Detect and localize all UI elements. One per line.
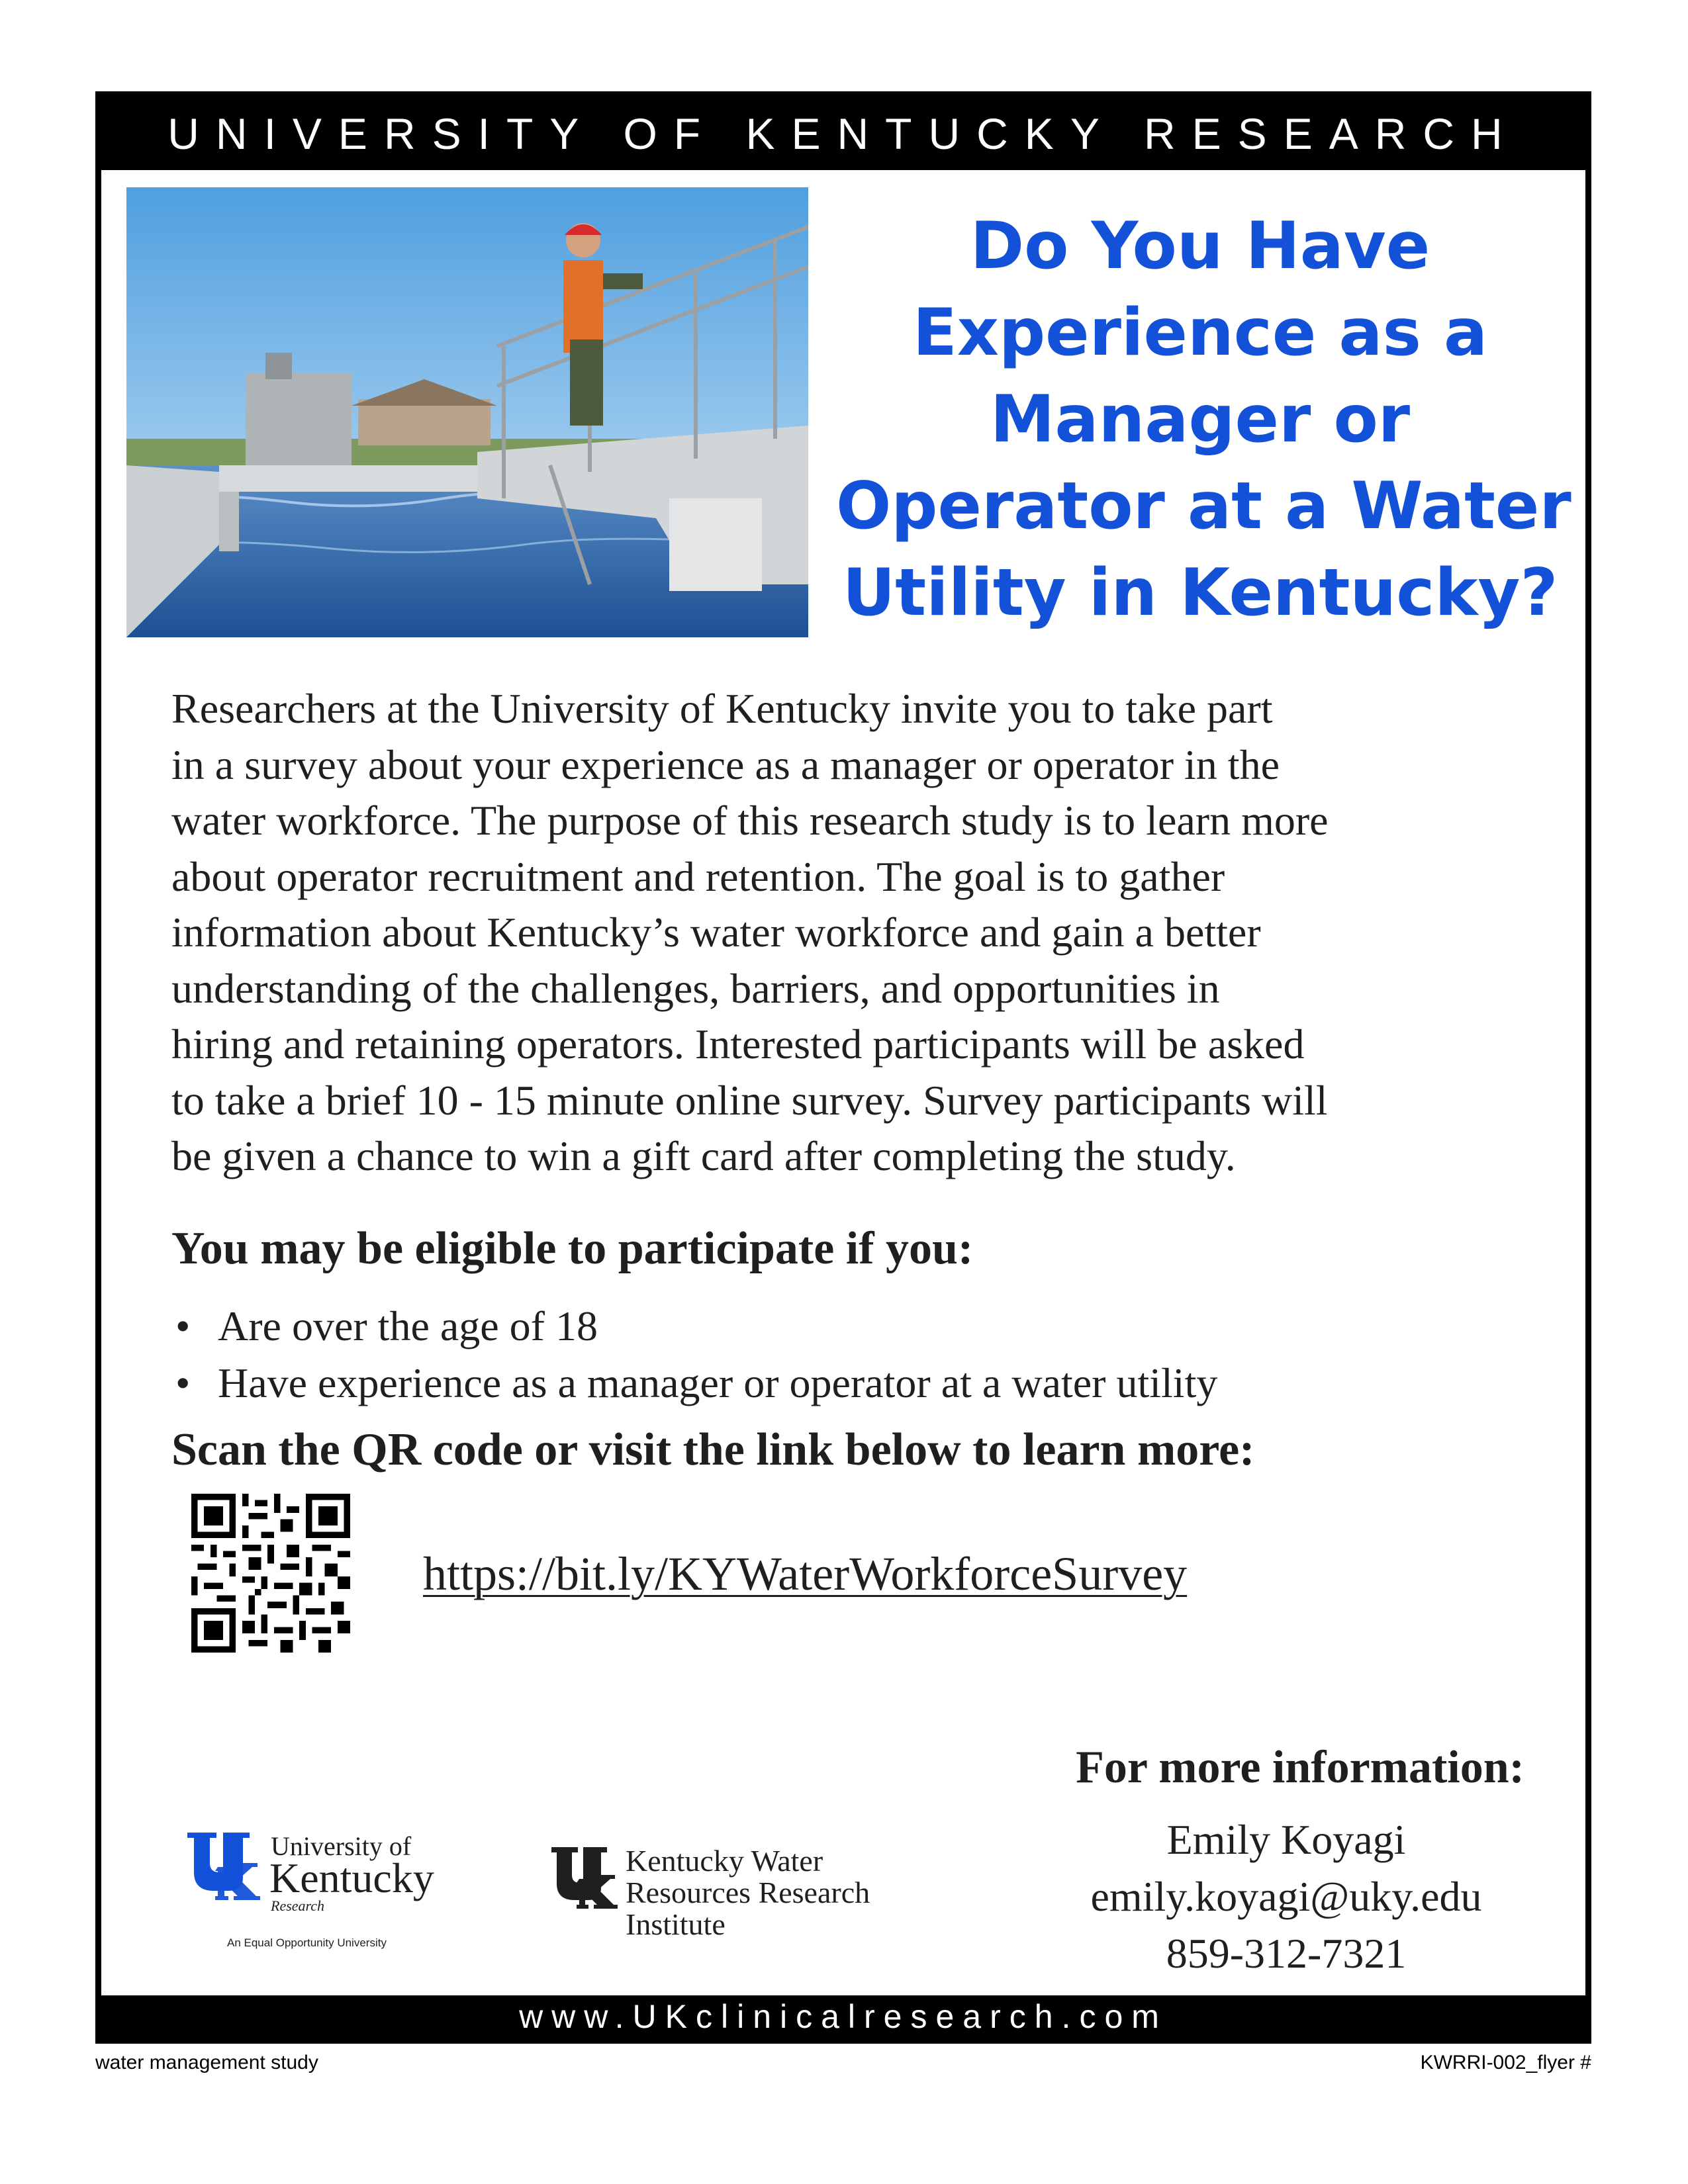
bullet-icon: • bbox=[175, 1359, 191, 1406]
footer-study-label: water management study bbox=[95, 2052, 318, 2073]
headline bbox=[836, 203, 1571, 637]
uk-logo-line2: Kentucky bbox=[269, 1854, 434, 1901]
water-treatment-photo bbox=[126, 187, 808, 637]
body-line: about operator recruitment and retention. The goal is to gather bbox=[171, 852, 1225, 900]
header-bar: UNIVERSITY OF KENTUCKY RESEARCH bbox=[101, 97, 1585, 170]
body-line: understanding of the challenges, barriers, and opportunities in bbox=[171, 964, 1220, 1012]
water-treatment-worker-photo bbox=[126, 187, 808, 637]
qr-code-icon[interactable] bbox=[191, 1494, 350, 1653]
footer-flyer-code: KWRRI-002_flyer # bbox=[1420, 2052, 1591, 2073]
uk-logo-line1: University of bbox=[271, 1831, 412, 1861]
headline-line: Operator at a Water bbox=[836, 469, 1571, 544]
footer-bar-url[interactable]: www.UKclinicalresearch.com bbox=[101, 1995, 1585, 2038]
bullet-icon: • bbox=[175, 1302, 191, 1349]
body-line: to take a brief 10 - 15 minute online survey. Survey participants will bbox=[171, 1076, 1328, 1124]
uk-mark-icon bbox=[551, 1847, 618, 1909]
kwrri-logo-line1: Kentucky Water bbox=[626, 1844, 823, 1878]
headline-line: Do You Have bbox=[970, 208, 1430, 284]
list-item bbox=[171, 1355, 1217, 1412]
body-line: be given a chance to win a gift card after completing the study. bbox=[171, 1132, 1236, 1179]
body-line: hiring and retaining operators. Interested participants will be asked bbox=[171, 1021, 1305, 1068]
uk-logo-line3: Research bbox=[271, 1897, 325, 1914]
more-info-heading: For more information: bbox=[1076, 1742, 1524, 1793]
contact-phone[interactable]: 859-312-7321 bbox=[1166, 1930, 1407, 1977]
list-item bbox=[171, 1298, 1217, 1355]
list-item-text: Are over the age of 18 bbox=[218, 1302, 598, 1349]
headline-line: Utility in Kentucky? bbox=[842, 555, 1558, 631]
uk-research-logo bbox=[187, 1829, 492, 1954]
flyer-frame bbox=[95, 91, 1591, 2044]
body-paragraph bbox=[171, 681, 1548, 1185]
kwrri-logo bbox=[551, 1838, 922, 1937]
uk-logo-tagline: An Equal Opportunity University bbox=[227, 1936, 387, 1949]
body-line: in a survey about your experience as a manager or operator in the bbox=[171, 741, 1280, 788]
kwrri-logo-line3: Institute bbox=[626, 1907, 726, 1937]
body-line: water workforce. The purpose of this research study is to learn more bbox=[171, 797, 1329, 844]
contact-name: Emily Koyagi bbox=[1166, 1816, 1406, 1863]
body-line: Researchers at the University of Kentucky invite you to take part bbox=[171, 685, 1273, 732]
uk-mark-icon bbox=[187, 1833, 260, 1900]
list-item-text: Have experience as a manager or operator at a water utility bbox=[218, 1359, 1218, 1406]
headline-line: Experience as a bbox=[912, 295, 1488, 371]
headline-line: Manager or bbox=[990, 382, 1411, 457]
scan-heading: Scan the QR code or visit the link below to learn more: bbox=[171, 1424, 1255, 1475]
eligibility-heading: You may be eligible to participate if you: bbox=[171, 1223, 974, 1274]
contact-block bbox=[1015, 1811, 1558, 1982]
kwrri-logo-line2: Resources Research bbox=[626, 1876, 870, 1909]
contact-email[interactable]: emily.koyagi@uky.edu bbox=[1090, 1873, 1482, 1920]
eligibility-list bbox=[171, 1298, 1217, 1412]
body-line: information about Kentucky’s water workforce and gain a better bbox=[171, 909, 1261, 956]
survey-link[interactable]: https://bit.ly/KYWaterWorkforceSurvey bbox=[423, 1547, 1188, 1600]
